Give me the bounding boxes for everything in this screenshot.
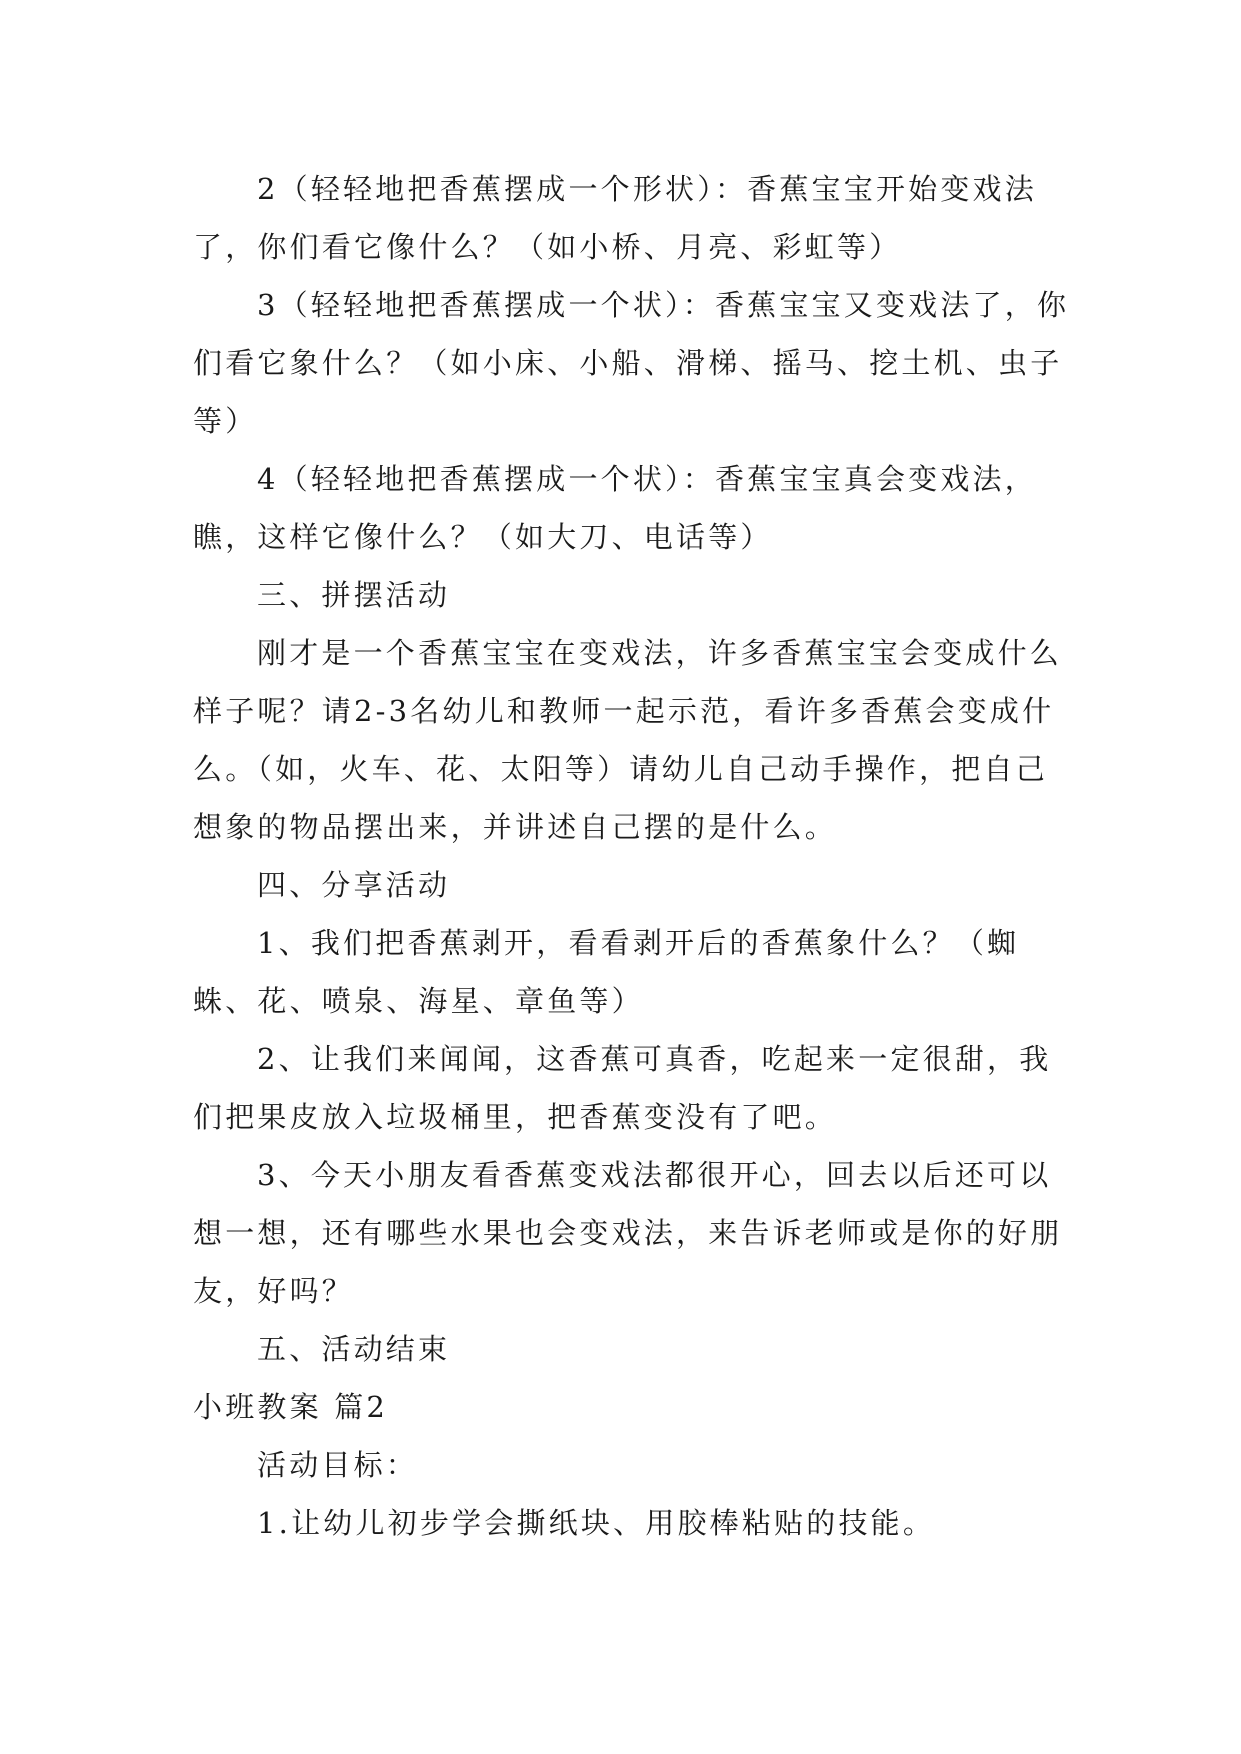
- objectives-heading: 活动目标：: [257, 1448, 419, 1482]
- paragraph-share-1: 1、我们把香蕉剥开，看看剥开后的香蕉象什么？（蜘蛛、花、喷泉、海星、章鱼等）: [193, 926, 1020, 1018]
- section-heading-3: 三、拼摆活动: [257, 578, 451, 612]
- paragraph-step-4: 4（轻轻地把香蕉摆成一个状）：香蕉宝宝真会变戏法，瞧，这样它像什么？（如大刀、电话等）: [193, 462, 1037, 554]
- paragraph-share-3: 3、今天小朋友看香蕉变戏法都很开心，回去以后还可以想一想，还有哪些水果也会变戏法，来告诉老师或是你的好朋友，好吗？: [193, 1158, 1063, 1308]
- paragraph-step-3: 3（轻轻地把香蕉摆成一个状）：香蕉宝宝又变戏法了，你们看它象什么？（如小床、小船、滑梯、摇马、挖土机、虫子等）: [193, 288, 1070, 438]
- paragraph-step-2: 2（轻轻地把香蕉摆成一个形状）：香蕉宝宝开始变戏法了，你们看它像什么？（如小桥、月亮、彩虹等）: [193, 172, 1037, 264]
- objective-1: 1.让幼儿初步学会撕纸块、用胶棒粘贴的技能。: [257, 1506, 936, 1540]
- section-heading-4: 四、分享活动: [257, 868, 451, 902]
- paragraph-arrangement: 刚才是一个香蕉宝宝在变戏法，许多香蕉宝宝会变成什么样子呢？请2-3名幼儿和教师一起示范，看许多香蕉会变成什么。（如，火车、花、太阳等）请幼儿自己动手操作，把自己想象的物品摆出来，并讲述自己摆的是什么。: [193, 636, 1063, 844]
- document-body: [193, 160, 1073, 1552]
- lesson-title: 小班教案 篇2: [193, 1390, 389, 1424]
- section-heading-5: 五、活动结束: [257, 1332, 451, 1366]
- paragraph-share-2: 2、让我们来闻闻，这香蕉可真香，吃起来一定很甜，我们把果皮放入垃圾桶里，把香蕉变没有了吧。: [193, 1042, 1052, 1134]
